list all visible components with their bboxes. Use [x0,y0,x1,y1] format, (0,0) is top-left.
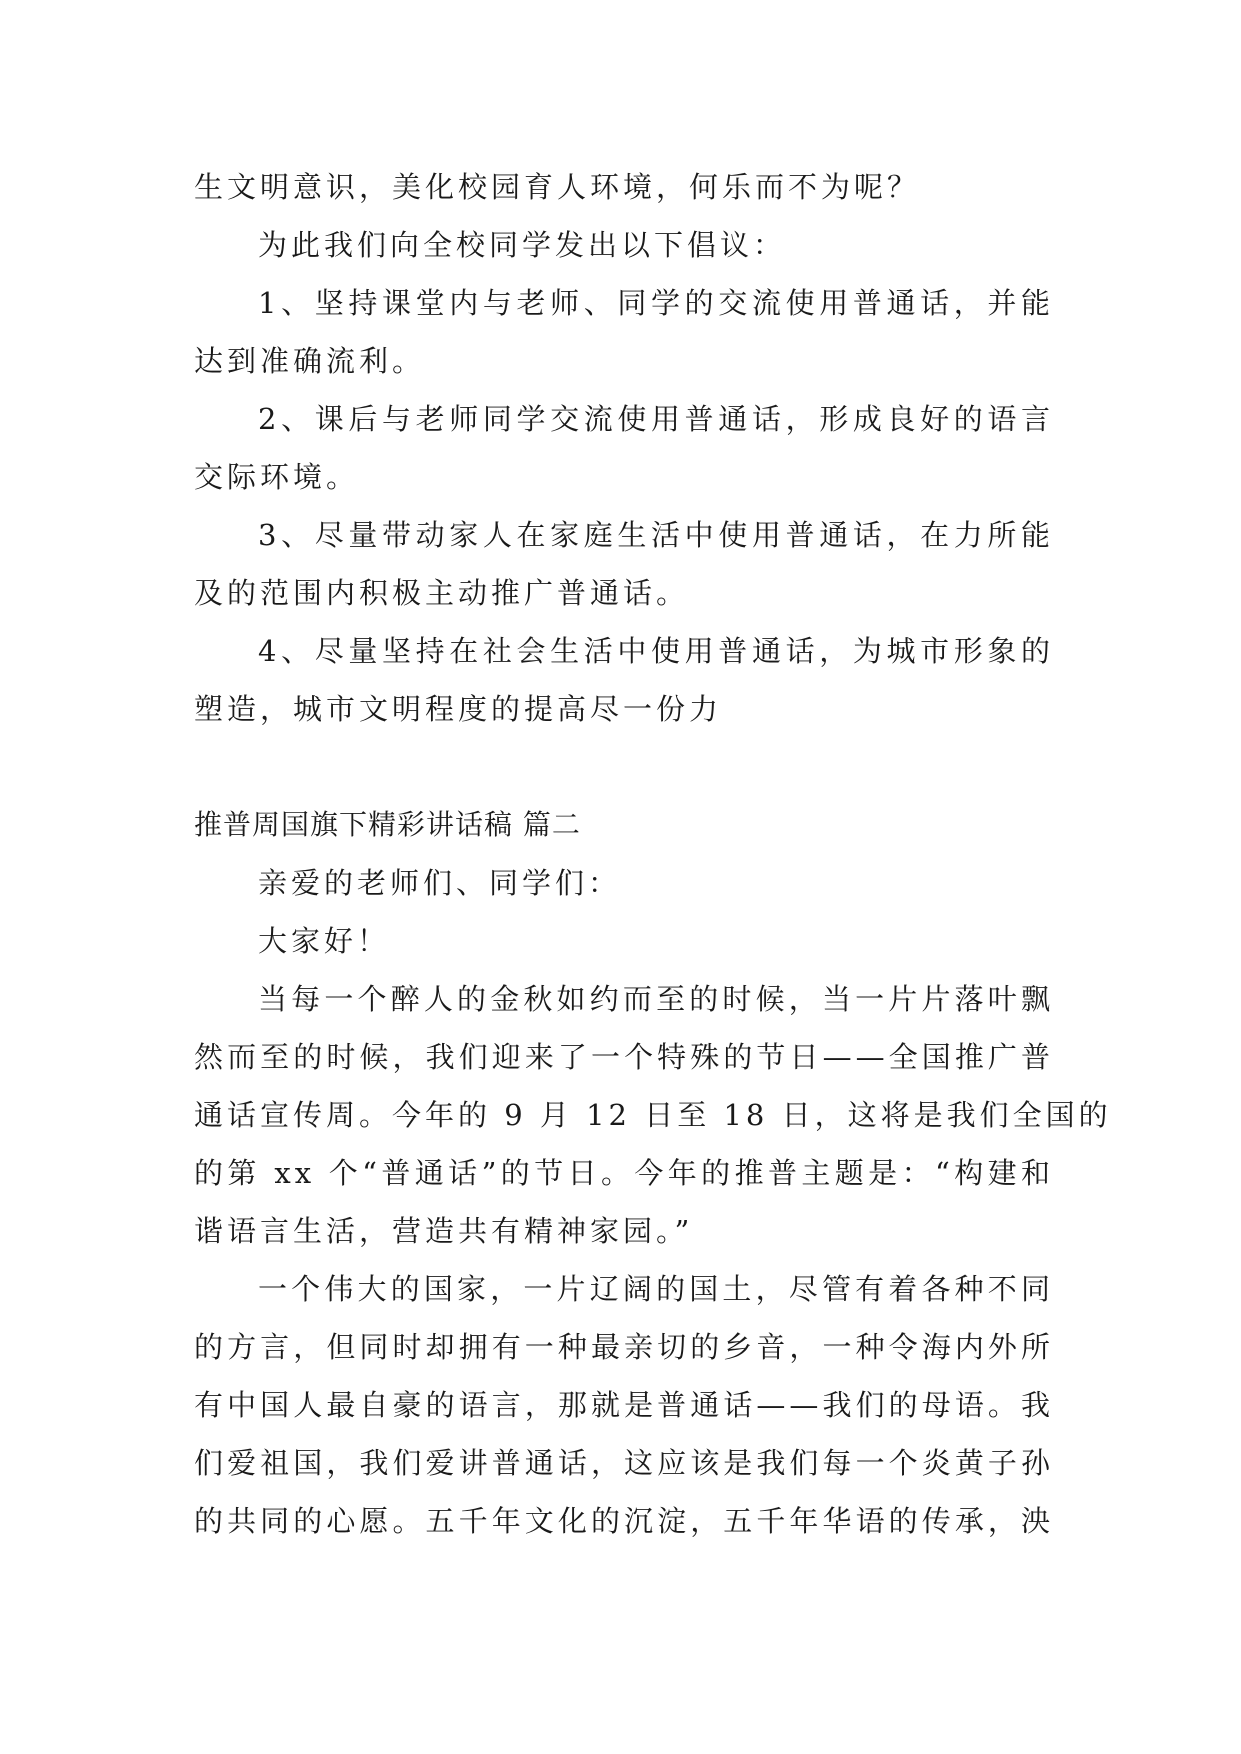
paragraph-line: 的共同的心愿。五千年文化的沉淀，五千年华语的传承，泱 [194,1504,1054,1538]
paragraph-line: 生文明意识，美化校园育人环境，何乐而不为呢？ [194,170,921,204]
paragraph-line: 交际环境。 [194,460,360,494]
paragraph-line: 4、尽量坚持在社会生活中使用普通话，为城市形象的 [258,634,1054,668]
paragraph-line: 2、课后与老师同学交流使用普通话，形成良好的语言 [258,402,1054,436]
paragraph-line: 们爱祖国，我们爱讲普通话，这应该是我们每一个炎黄子孙 [194,1446,1054,1480]
paragraph-line: 的方言，但同时却拥有一种最亲切的乡音，一种令海内外所 [194,1330,1054,1364]
paragraph-line: 1、坚持课堂内与老师、同学的交流使用普通话，并能 [258,286,1054,320]
paragraph-line: 大家好！ [258,924,391,958]
paragraph-line: 一个伟大的国家，一片辽阔的国土，尽管有着各种不同 [258,1272,1054,1306]
paragraph-line: 然而至的时候，我们迎来了一个特殊的节日——全国推广普 [194,1040,1054,1074]
section-heading: 推普周国旗下精彩讲话稿 篇二 [194,808,581,841]
paragraph-line: 达到准确流利。 [194,344,426,378]
paragraph-line: 为此我们向全校同学发出以下倡议： [258,228,787,262]
paragraph-line: 3、尽量带动家人在家庭生活中使用普通话，在力所能 [258,518,1054,552]
paragraph-line: 的第 xx 个“普通话”的节日。今年的推普主题是：“构建和 [194,1156,1054,1190]
paragraph-line: 及的范围内积极主动推广普通话。 [194,576,690,610]
paragraph-line: 谐语言生活，营造共有精神家园。” [194,1214,694,1248]
paragraph-line: 通话宣传周。今年的 9 月 12 日至 18 日，这将是我们全国的 [194,1098,1112,1132]
paragraph-line: 有中国人最自豪的语言，那就是普通话——我们的母语。我 [194,1388,1054,1422]
section-gap [194,738,1054,796]
paragraph-line: 塑造，城市文明程度的提高尽一份力 [194,692,723,726]
paragraph-line: 当每一个醉人的金秋如约而至的时候，当一片片落叶飘 [258,982,1054,1016]
document-page [194,158,1112,1550]
paragraph-line: 亲爱的老师们、同学们： [258,866,622,900]
